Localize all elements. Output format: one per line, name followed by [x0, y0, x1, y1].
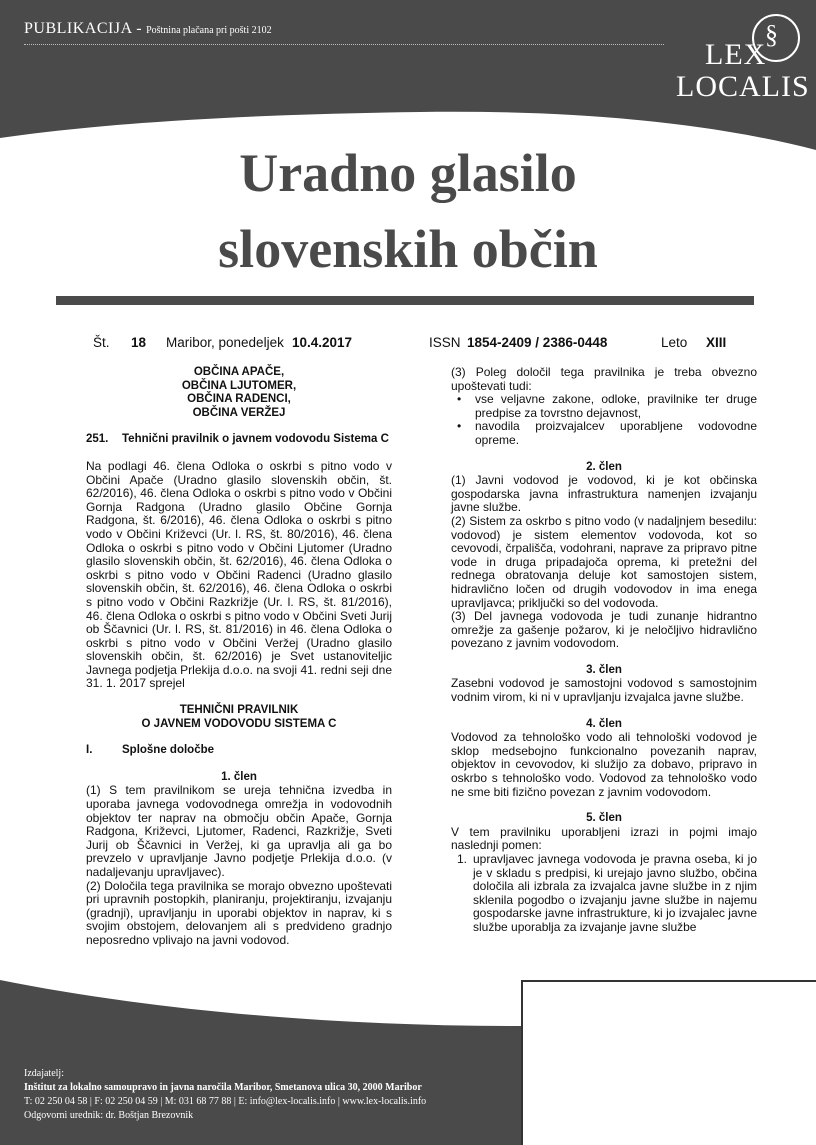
- title-line-1: Uradno glasilo: [239, 143, 577, 203]
- issn-label: ISSN: [429, 335, 461, 350]
- year-label: Leto: [661, 335, 688, 350]
- publisher-contacts: T: 02 250 04 58 | F: 02 250 04 59 | M: 031 68 77 88 | E: info@lex-localis.info | www.lex-localis.info: [24, 1096, 427, 1107]
- publication-line: [24, 20, 272, 38]
- article-3-paragraph-1: Zasebni vodovod je samostojni vodovod s samostojnim vodnim virom, ki ni v upravljanju izvajalca javne službe.: [451, 676, 757, 705]
- postage-note: Poštnina plačana pri pošti 2102: [146, 25, 272, 36]
- entry-number: 251.: [86, 433, 109, 446]
- section-heading: [86, 744, 392, 758]
- municipality-3: OBČINA RADENCI,: [187, 393, 291, 406]
- doc-title-1: TEHNIČNI PRAVILNIK: [179, 704, 299, 717]
- section-title: Splošne določbe: [122, 744, 215, 757]
- publisher-label: Izdajatelj:: [24, 1068, 64, 1079]
- article-1-heading: 1. člen: [221, 770, 257, 783]
- right-column: [451, 366, 757, 935]
- header-band: [0, 0, 816, 150]
- preamble: Na podlagi 46. člena Odloka o oskrbi s pitno vodo v Občini Apače (Uradno glasilo slovenskih občin, št. 62/2016), 46. člena Odloka o oskrbi s pitno vodo v Občini Gornja Radgona (Uradno glasilo Občine Gornja Radgona, št. 6/2016), 46. člena Odloka o oskrbi s pitno vodo v Občini Križevci (Ur. l. RS, št. 80/2016), 46. člena Odloka o oskrbi s pitno vodo v Občini Ljutomer (Uradno glasilo slovenskih občin, št. 62/2016), 46. člena Odloka o oskrbi s pitno vodo v Občini Radenci (Uradno glasilo slovenskih občin, št. 62/2016), 46. člena Odloka o oskrbi s pitno vodo v Občini Razkrižje (Ur. l. RS, št. 81/2016), 46. člena Odloka o oskrbi s pitno vodo v Občini Sveti Jurij ob Ščavnici (Ur. l. RS, št. 81/2016) in 46. člena Odloka o oskrbi s pitno vodo v Občini Veržej (Uradno glasilo slovenskih občin, št. 62/2016) je Svet ustanoviteljic Javnega podjetja Prlekija d.o.o. na svoji 41. redni seji dne 31. 1. 2017 sprejel: [86, 458, 392, 691]
- article-1-paragraph-3: (3) Poleg določil tega pravilnika je treba obvezno upoštevati tudi:: [451, 365, 757, 393]
- municipality-1: OBČINA APAČE,: [193, 366, 285, 378]
- year-value: XIII: [706, 335, 727, 350]
- title-line-2: slovenskih občin: [218, 219, 598, 279]
- bullet-list: [451, 393, 757, 447]
- article-5-paragraph-1: V tem pravilniku uporabljeni izrazi in pojmi imajo naslednji pomen:: [451, 824, 757, 853]
- publication-label: PUBLIKACIJA -: [24, 20, 143, 37]
- article-4-heading: 4. člen: [586, 717, 622, 730]
- header-dotted-rule: [24, 44, 664, 45]
- article-5-heading: 5. člen: [586, 812, 622, 825]
- doc-title-2: O JAVNEM VODOVODU SISTEMA C: [141, 717, 337, 730]
- section-sign-icon: §: [765, 20, 778, 49]
- blank-box: [521, 980, 816, 1145]
- municipality-4: OBČINA VERŽEJ: [192, 406, 286, 419]
- publisher-name: Inštitut za lokalno samoupravo in javna naročila Maribor, Smetanova ulica 30, 2000 Maribor: [24, 1082, 422, 1093]
- list-item: 1. upravljavec javnega vodovoda je pravna oseba, ki jo je v skladu s predpisi, ki urejajo javno službo, občina določila ali izbrala za izvajalca javne službe in z njim sklenila pogodbo o izvajanju javne službe in najemu gospodarske javne infrastrukture, ki jo izvajalec javne službe uporablja za izvajanje javne službe: [457, 852, 757, 934]
- article-1-paragraph-2: (2) Določila tega pravilnika se morajo obvezno upoštevati pri upravnih postopkih, planiranju, projektiranju, izvajanju (gradnji), upravljanju in uporabi objektov in naprav, ki s svojim obstojem, delovanjem ali s predvideno gradnjo neposredno vplivajo na javni vodovod.: [86, 878, 392, 947]
- entry-heading: [86, 433, 392, 447]
- issn-number: 1854-2409 / 2386-0448: [467, 335, 608, 350]
- issue-st-label: Št.: [93, 335, 110, 350]
- list-item: • vse veljavne zakone, odloke, pravilnike ter druge predpise za tovrstno dejavnost,: [457, 392, 757, 420]
- article-3-heading: 3. člen: [586, 663, 622, 676]
- municipality-2: OBČINA LJUTOMER,: [181, 379, 297, 392]
- editor-in-chief: Odgovorni urednik: dr. Boštjan Brezovnik: [24, 1110, 194, 1121]
- definitions-list: [451, 853, 757, 935]
- article-2-paragraph-3: (3) Del javnega vodovoda je tudi zunanje hidrantno omrežje za gašenje požarov, ki je neločljivo hidravlično povezano z javnim vodovodom.: [451, 609, 757, 651]
- section-number: I.: [86, 744, 93, 757]
- article-2-paragraph-1: (1) Javni vodovod je vodovod, ki je kot občinska gospodarska javna infrastruktura namenjen izvajanju javne službe.: [451, 473, 757, 515]
- left-column: [86, 366, 392, 948]
- list-item: • navodila proizvajalcev uporabljene vodovodne opreme.: [457, 419, 757, 447]
- issue-date: 10.4.2017: [292, 335, 353, 350]
- article-2-heading: 2. člen: [586, 460, 622, 473]
- entry-title: Tehnični pravilnik o javnem vodovodu Sistema C: [122, 433, 389, 446]
- article-2-paragraph-2: (2) Sistem za oskrbo s pitno vodo (v nadaljnjem besedilu: vodovod) je sistem elementov vodovoda, kot so cevovodi, črpališča, vodohrani, naprave za pripravo pitne vode in druga pripadajoča oprema, ki pretežni del rednega obratovanja deluje kot samostojen sistem, hidravlično ločen od drugih vodovodov in ima enega upravljavca; priključki so del vodovoda.: [451, 513, 757, 610]
- logo-localis: LOCALIS: [676, 70, 810, 103]
- article-4-paragraph-1: Vodovod za tehnološko vodo ali tehnološki vodovod je sklop medsebojno funkcionalno povezanih naprav, objektov in cevovodov, ki služijo za dobavo, pripravo in oskrbo s tehnološko vodo. Vodovod za tehnološko vodo ne sme biti fizično povezan z javnim vodovodom.: [451, 730, 757, 799]
- title-rule: [56, 296, 754, 305]
- issue-place-day: Maribor, ponedeljek: [166, 335, 284, 350]
- article-1-paragraph-1: (1) S tem pravilnikom se ureja tehnična izvedba in uporaba javnega vodovodnega omrežja in vodovodnih objektov ter naprav na območju občin Apače, Gornja Radgona, Križevci, Ljutomer, Radenci, Razkrižje, Sveti Jurij ob Ščavnici in Veržej, ki ga upravlja ali ga bo prevzelo v upravljanje Javno podjetje Prlekija d.o.o. (v nadaljevanju upravljavec).: [86, 783, 392, 879]
- logo-lex: LEX: [705, 38, 767, 71]
- issue-number: 18: [131, 335, 147, 350]
